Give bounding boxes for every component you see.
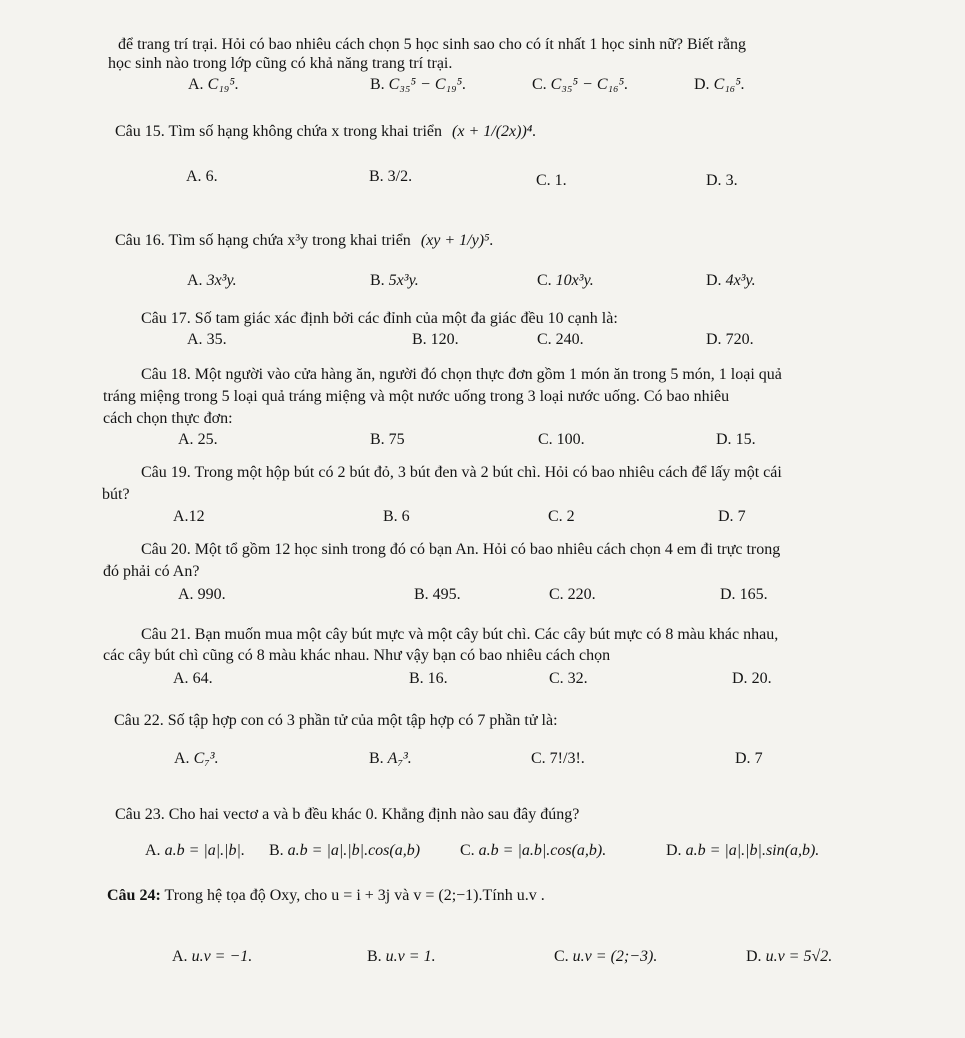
q15-expression: (x + 1/(2x))⁴. [452, 123, 537, 140]
q21-option-c[interactable]: C. 32. [549, 670, 588, 687]
q19-question-line2: bút? [102, 486, 130, 503]
q24-option-c[interactable]: C. u.v = (2;−3). [554, 948, 658, 965]
q18-option-b[interactable]: B. 75 [370, 431, 405, 448]
q23-option-c[interactable]: C. a.b = |a.b|.cos(a,b). [460, 842, 607, 859]
q22-option-b[interactable]: B. A₇³. [369, 750, 412, 767]
q19-option-d[interactable]: D. 7 [718, 508, 746, 525]
q20-option-a[interactable]: A. 990. [178, 586, 226, 603]
q21-option-a[interactable]: A. 64. [173, 670, 213, 687]
q17-option-c[interactable]: C. 240. [537, 331, 584, 348]
q22-option-d[interactable]: D. 7 [735, 750, 763, 767]
q21-option-d[interactable]: D. 20. [732, 670, 772, 687]
q21-question-line2: các cây bút chì cũng có 8 màu khác nhau. Như vậy bạn có bao nhiêu cách chọn [103, 647, 611, 664]
q17-option-b[interactable]: B. 120. [412, 331, 459, 348]
q14-option-c[interactable]: C. C₃₅⁵ − C₁₆⁵. [532, 76, 629, 93]
q20-option-d[interactable]: D. 165. [720, 586, 768, 603]
q23-option-d[interactable]: D. a.b = |a|.|b|.sin(a,b). [666, 842, 820, 859]
q23-option-b[interactable]: B. a.b = |a|.|b|.cos(a,b) [269, 842, 421, 859]
q19-option-c[interactable]: C. 2 [548, 508, 575, 525]
q15-option-b[interactable]: B. 3/2. [369, 168, 413, 185]
q16-expression: (xy + 1/y)⁵. [420, 232, 494, 249]
q18-question-line1: Câu 18. Một người vào cửa hàng ăn, người đó chọn thực đơn gồm 1 món ăn trong 5 món, 1 loại quả [141, 366, 782, 383]
q15-option-c[interactable]: C. 1. [536, 172, 567, 189]
q24-option-a[interactable]: A. u.v = −1. [172, 948, 253, 965]
q14-text-line1: để trang trí trại. Hỏi có bao nhiêu cách chọn 5 học sinh sao cho có ít nhất 1 học sinh nữ? Biết rằng [118, 36, 747, 53]
q21-option-b[interactable]: B. 16. [409, 670, 448, 687]
q17-option-d[interactable]: D. 720. [706, 331, 754, 348]
q16-option-a[interactable]: A. 3x³y. [187, 272, 237, 289]
q15-option-d[interactable]: D. 3. [706, 172, 738, 189]
q17-question: Câu 17. Số tam giác xác định bởi các đỉnh của một đa giác đều 10 cạnh là: [141, 310, 618, 327]
q14-option-d[interactable]: D. C₁₆⁵. [694, 76, 745, 93]
q19-option-b[interactable]: B. 6 [383, 508, 410, 525]
q20-question-line2: đó phải có An? [103, 563, 200, 580]
q15-option-a[interactable]: A. 6. [186, 168, 218, 185]
q18-option-d[interactable]: D. 15. [716, 431, 756, 448]
q16-option-c[interactable]: C. 10x³y. [537, 272, 594, 289]
q16-option-b[interactable]: B. 5x³y. [370, 272, 419, 289]
q22-option-c[interactable]: C. 7!/3!. [531, 750, 585, 767]
q23-option-a[interactable]: A. a.b = |a|.|b|. [145, 842, 245, 859]
q18-question-line2: tráng miệng trong 5 loại quả tráng miệng và một nước uống trong 3 loại nước uống. Có bao nhiêu [103, 388, 730, 405]
q24-question: Câu 24: Trong hệ tọa độ Oxy, cho u = i + 3j và v = (2;−1).Tính u.v . [107, 887, 545, 904]
q14-text-line2: học sinh nào trong lớp cũng có khả năng trang trí trại. [108, 55, 453, 72]
q22-option-a[interactable]: A. C₇³. [174, 750, 219, 767]
q15-question: Câu 15. Tìm số hạng không chứa x trong khai triển (x + 1/(2x))⁴. [115, 123, 537, 140]
q21-question-line1: Câu 21. Bạn muốn mua một cây bút mực và một cây bút chì. Các cây bút mực có 8 màu khác nhau, [141, 626, 779, 643]
q20-option-c[interactable]: C. 220. [549, 586, 596, 603]
q23-question: Câu 23. Cho hai vectơ a và b đều khác 0. Khẳng định nào sau đây đúng? [115, 806, 580, 823]
q24-option-d[interactable]: D. u.v = 5√2. [746, 948, 833, 965]
q16-option-d[interactable]: D. 4x³y. [706, 272, 756, 289]
q17-option-a[interactable]: A. 35. [187, 331, 227, 348]
q14-option-b[interactable]: B. C₃₅⁵ − C₁₉⁵. [370, 76, 467, 93]
q20-option-b[interactable]: B. 495. [414, 586, 461, 603]
q24-option-b[interactable]: B. u.v = 1. [367, 948, 436, 965]
q19-option-a[interactable]: A.12 [173, 508, 205, 525]
q16-question: Câu 16. Tìm số hạng chứa x³y trong khai triển (xy + 1/y)⁵. [115, 232, 494, 249]
q20-question-line1: Câu 20. Một tổ gồm 12 học sinh trong đó có bạn An. Hỏi có bao nhiêu cách chọn 4 em đi trực trong [141, 541, 781, 558]
q18-option-c[interactable]: C. 100. [538, 431, 585, 448]
q22-question: Câu 22. Số tập hợp con có 3 phần tử của một tập hợp có 7 phần tử là: [114, 712, 558, 729]
q14-option-a[interactable]: A. C₁₉⁵. [188, 76, 239, 93]
q18-question-line3: cách chọn thực đơn: [103, 410, 233, 427]
q18-option-a[interactable]: A. 25. [178, 431, 218, 448]
q19-question-line1: Câu 19. Trong một hộp bút có 2 bút đỏ, 3 bút đen và 2 bút chì. Hỏi có bao nhiêu cách để lấy một cái [141, 464, 782, 481]
